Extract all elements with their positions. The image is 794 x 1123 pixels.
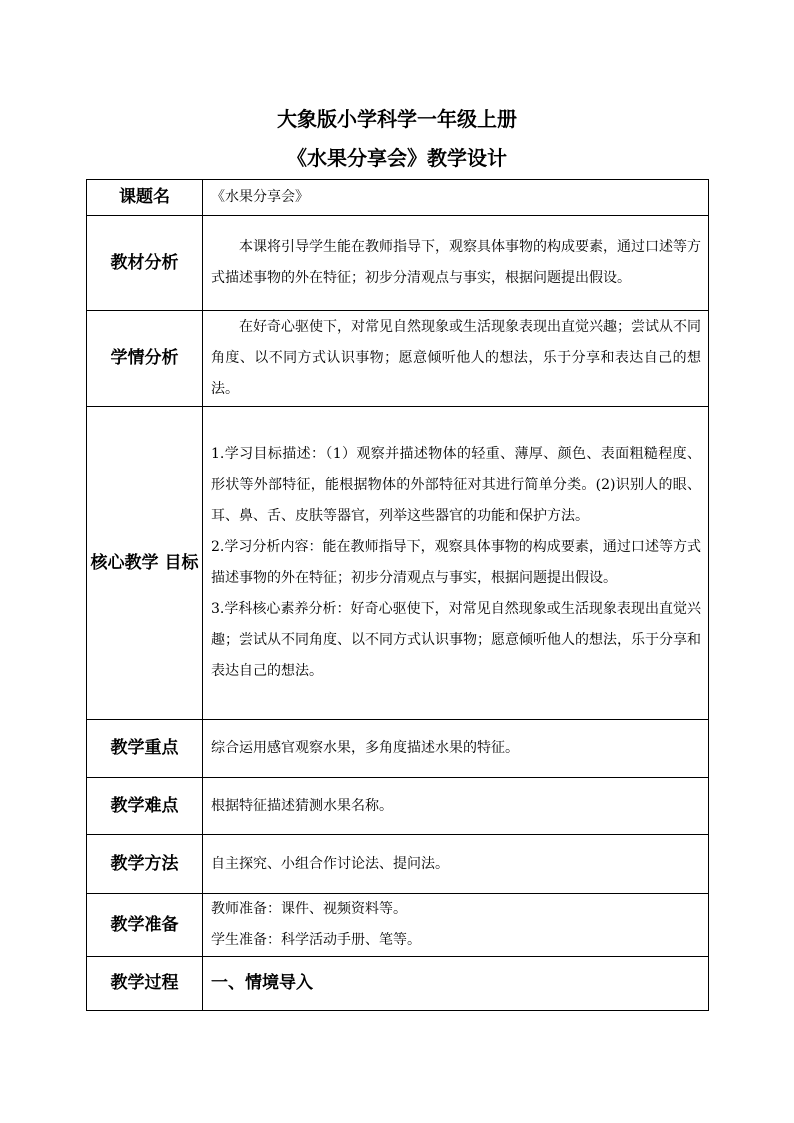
table-row-methods [87, 835, 709, 894]
row-content-preparation: 教师准备：课件、视频资料等。 学生准备：科学活动手册、笔等。 [203, 894, 709, 957]
row-content-student-analysis: 在好奇心驱使下，对常见自然现象或生活现象表现出直觉兴趣；尝试从不同角度、以不同方式认识事物；愿意倾听他人的想法，乐于分享和表达自己的想法。 [203, 311, 709, 407]
row-content-core-objectives [203, 407, 709, 720]
table-row-material-analysis [87, 216, 709, 311]
table-row-topic [87, 180, 709, 216]
table-row-student-analysis [87, 311, 709, 407]
row-content-methods: 自主探究、小组合作讨论法、提问法。 [203, 835, 709, 894]
table-row-difficulties [87, 778, 709, 835]
objective-item: 1.学习目标描述：（1）观察并描述物体的轻重、薄厚、颜色、表面粗糙程度、形状等外部特征，能根据物体的外部特征对其进行简单分类。(2)识别人的眼、耳、鼻、舌、皮肤等器官，列举这些器官的功能和保护方法。 [211, 446, 701, 524]
row-label-topic: 课题名 [87, 180, 203, 216]
row-label-preparation: 教学准备 [87, 894, 203, 957]
row-content-topic: 《水果分享会》 [203, 180, 709, 216]
table-row-preparation [87, 894, 709, 957]
row-label-key-points: 教学重点 [87, 720, 203, 778]
row-label-material-analysis: 教材分析 [87, 216, 203, 311]
objective-item: 3.学科核心素养分析：好奇心驱使下，对常见自然现象或生活现象表现出直觉兴趣；尝试从不同角度、以不同方式认识事物；愿意倾听他人的想法，乐于分享和表达自己的想法。 [211, 601, 701, 679]
row-content-process: 一、情境导入 [203, 957, 709, 1011]
row-content-material-analysis: 本课将引导学生能在教师指导下，观察具体事物的构成要素，通过口述等方式描述事物的外在特征；初步分清观点与事实，根据问题提出假设。 [203, 216, 709, 311]
row-label-student-analysis: 学情分析 [87, 311, 203, 407]
row-content-difficulties: 根据特征描述猜测水果名称。 [203, 778, 709, 835]
table-row-key-points [87, 720, 709, 778]
lesson-plan-table [86, 179, 709, 1011]
document-title: 大象版小学科学一年级上册 [277, 107, 517, 131]
table-row-core-objectives [87, 407, 709, 720]
table-row-process [87, 957, 709, 1011]
row-label-core-objectives: 核心教学 目标 [87, 407, 203, 720]
objective-item: 2.学习分析内容：能在教师指导下，观察具体事物的构成要素，通过口述等方式描述事物的外在特征；初步分清观点与事实，根据问题提出假设。 [211, 539, 701, 586]
row-label-methods: 教学方法 [87, 835, 203, 894]
row-content-key-points: 综合运用感官观察水果，多角度描述水果的特征。 [203, 720, 709, 778]
document-subtitle: 《水果分享会》教学设计 [287, 146, 507, 170]
row-label-process: 教学过程 [87, 957, 203, 1011]
row-label-difficulties: 教学难点 [87, 778, 203, 835]
